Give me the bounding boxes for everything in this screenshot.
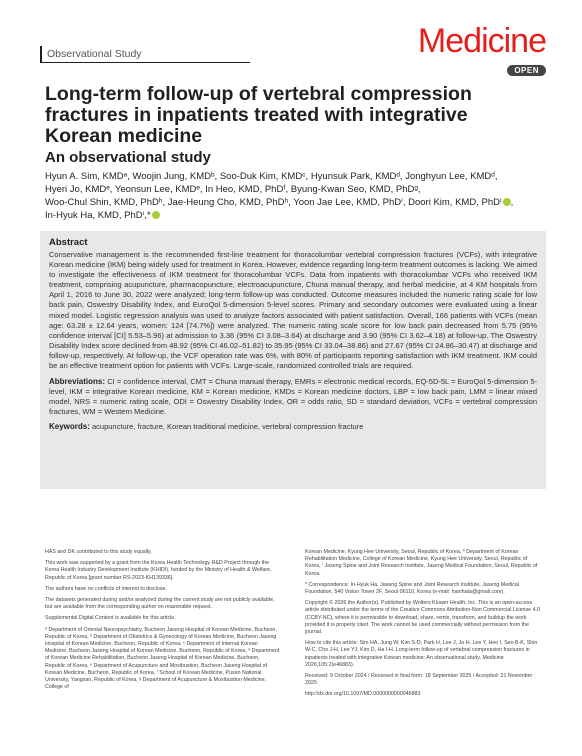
abstract-text: Conservative management is the recommended first-line treatment for thoracolumbar vertebral compression fractures (VCFs), with integrative Korean medicine (IKM) being widely used for treatment in Korea. However, evidence regarding long-term treatment outcomes is lacking. We aimed to investigate the effectiveness of IKM treatment for thoracolumbar VCFs. Data from inpatients with thoracolumbar VCFs who received IKM treatment, comprising acupuncture, pharmacopuncture, electroacupuncture, Chuna manual therapy, and herbal medicine, at 4 KM hospitals from April 1, 2016 to June 30, 2022 were analyzed; long-term follow-up was conducted. Outcome measures included the numeric rating scale for low back pain, Oswestry Disability Index, and EuroQol 5-dimension 5-level scores. Primary and secondary outcomes were evaluated using a linear mixed model. Logistic regression analysis was used to analyze factors associated with patient satisfaction. Overall, 166 patients with VCFs (mean age: 63.28 ± 12.64 years, women: 124 [74.7%]) were analyzed. The numeric rating scale score for low back pain decreased from 5.75 (95% confidence interval [CI] 5.53–5.96) at admission to 3.36 (95% CI 3.08–3.64) at discharge and 3.90 (95% CI 3.62–4.18) at follow-up. The Oswestry Disability Index score declined from 48.92 (95% CI 46.02–51.82) to 35.95 (95% CI 33.04–38.86) and 27.67 (95% CI 24.86–30.47) at discharge and follow-up, respectively. At follow-up, the VCF operation rate was 6%, with 80% of participants reporting satisfaction with IKM treatment. IKM could be an effective treatment option for patients with VCFs. Large-scale, randomized controlled trials are required. <box>49 250 537 371</box>
section-rule <box>40 46 42 63</box>
footnote: Supplemental Digital Content is available for this article. <box>45 615 176 622</box>
abstract-heading: Abstract <box>49 237 88 248</box>
orcid-icon[interactable] <box>152 211 160 219</box>
article-subtitle: An observational study <box>45 149 211 166</box>
abstract-box <box>40 231 546 489</box>
footnote: Received: 9 October 2024 / Received in final form: 18 September 2025 / Accepted: 21 November 2025 <box>305 673 533 687</box>
abbreviations <box>49 377 537 417</box>
orcid-icon[interactable] <box>503 198 511 206</box>
section-label-bar <box>40 46 250 63</box>
keywords-label: Keywords: <box>49 421 90 431</box>
abbreviations-label: Abbreviations: <box>49 377 106 387</box>
author-list <box>45 170 545 222</box>
author-line: Hyeri Jo, KMDᵉ, Yeonsun Lee, KMDᵉ, In Heo, KMD, PhDᶠ, Byung-Kwan Seo, KMD, PhDᵍ, <box>45 184 421 195</box>
footnote: HAS and DK contributed to this study equally. <box>45 549 152 555</box>
footnote: Copyright © 2026 the Author(s). Published by Wolters Kluwer Health, Inc. This is an open-access article distributed under the terms of the Creative Commons Attribution-Non Commercial License 4.0 (CCBY-NC), where it is permissible to download, share, remix, transform, and buildup the work provided it is properly cited. The work cannot be used commercially without permission from the journal. <box>305 600 540 636</box>
author-line: Woo-Chul Shin, KMD, PhDʰ, Jae-Heung Cho, KMD, PhDʰ, Yoon Jae Lee, KMD, PhDⁱ, Doori Kim, KMD, PhDⁱ , <box>45 197 514 208</box>
author-line: In-Hyuk Ha, KMD, PhDⁱ,* <box>45 209 545 222</box>
footnotes-left <box>45 549 281 695</box>
keywords <box>49 422 537 432</box>
footnote: Korean Medicine, Kyung Hee University, Seoul, Republic of Korea, ʰ Department of Korean Rehabilitation Medicine, College of Korean Medicine, Kyung Hee University, Seoul, Republic of Korea, ⁱ Jaseng Spine and Joint Research Institute, Jaseng Medical Foundation, Seoul, Republic of Korea. <box>305 549 538 577</box>
doi-link[interactable]: http://dx.doi.org/10.1097/MD.0000000000046883 <box>305 691 421 698</box>
keywords-text: acupuncture, fracture, Korean traditional medicine, vertebral compression fracture <box>92 421 364 431</box>
footnote: The datasets generated during and/or analyzed during the current study are not publicly available, but are available from the corresponding author on reasonable request. <box>45 597 275 611</box>
footnotes-right <box>305 549 541 703</box>
author-line: Hyun A. Sim, KMDᵃ, Woojin Jung, KMDᵇ, Soo-Duk Kim, KMDᶜ, Hyunsuk Park, KMDᵈ, Jonghyun Lee, KMDᵈ, <box>45 171 498 182</box>
footnote: How to cite this article: Sim HA, Jung W, Kim S-D, Park H, Lee J, Jo H, Lee Y, Heo I, Seo B-K, Shin W-C, Cho J-H, Lee YJ, Kim D, Ha I-H. Long-term follow-up of vertebral compression fractures in inpatients treated with integrative Korean medicine: An observational study. Medicine 2026;105:2(e46883). <box>305 640 538 668</box>
article-title: Long-term follow-up of vertebral compression fractures in inpatients treated with integrative Korean medicine <box>45 83 472 147</box>
footnote: This work was supported by a grant from the Korea Health Technology R&D Project through the Korea Health Industry Development Institute (KHIDI), funded by the Ministry of Health & Welfare, Republic of Korea [grant number RS-2023-KH139336]. <box>45 560 272 581</box>
footnote: ᵃ Department of Oriental Neuropsychiatry, Bucheon Jaseng Hospital of Korean Medicine, Bucheon, Republic of Korea, ᵇ Department of Obstetrics & Gynecology of Korean Medicine, Bucheon Jaseng Hospital of Korean Medicine, Bucheon, Republic of Korea, ᶜ Department of Internal Korean Medicine, Bucheon Jaseng Hospital of Korean Medicine, Bucheon, Republic of Korea, ᵈ Department of Korean Medicine Rehabilitation, Bucheon Jaseng Hospital of Korean Medicine, Bucheon, Republic of Korea, ᵉ Department of Acupuncture and Moxibustion, Bucheon Jaseng Hospital of Korean Medicine, Bucheon, Republic of Korea, ᶠ School of Korean Medicine, Pusan National University, Yangsan, Republic of Korea, ᵍ Department of Acupuncture & Moxibustion Medicine, College of <box>45 626 280 691</box>
journal-brand <box>418 22 546 78</box>
section-underline <box>42 62 250 63</box>
abbreviations-text: CI = confidence interval, CMT = Chuna manual therapy, EMRs = electronic medical records, EQ-5D-5L = EuroQol 5-dimension 5-level, IKM = integrative Korean medicine, KM = Korean medicine, KMDs = Korean medicine doctors, LBP = low back pain, LMM = linear mixed model, NRS = numeric rating scale, ODI = Oswestry Disability Index, OR = odds ratio, SD = standard deviation, VCFs = vertebral compression fractures, WM = Western Medicine. <box>49 377 537 417</box>
section-label: Observational Study <box>47 48 142 60</box>
open-access-badge: OPEN <box>507 65 546 76</box>
footnote: * Correspondence: In-Hyuk Ha, Jaseng Spine and Joint Research Institute, Jaseng Medical Foundation, 540 Vision Tower 2F, Seoul 06110, Korea (e-mail: hanihata@gmail.com). <box>305 581 520 596</box>
footnote: The authors have no conflicts of interest to disclose. <box>45 585 167 592</box>
journal-logo: Medicine <box>417 22 546 60</box>
